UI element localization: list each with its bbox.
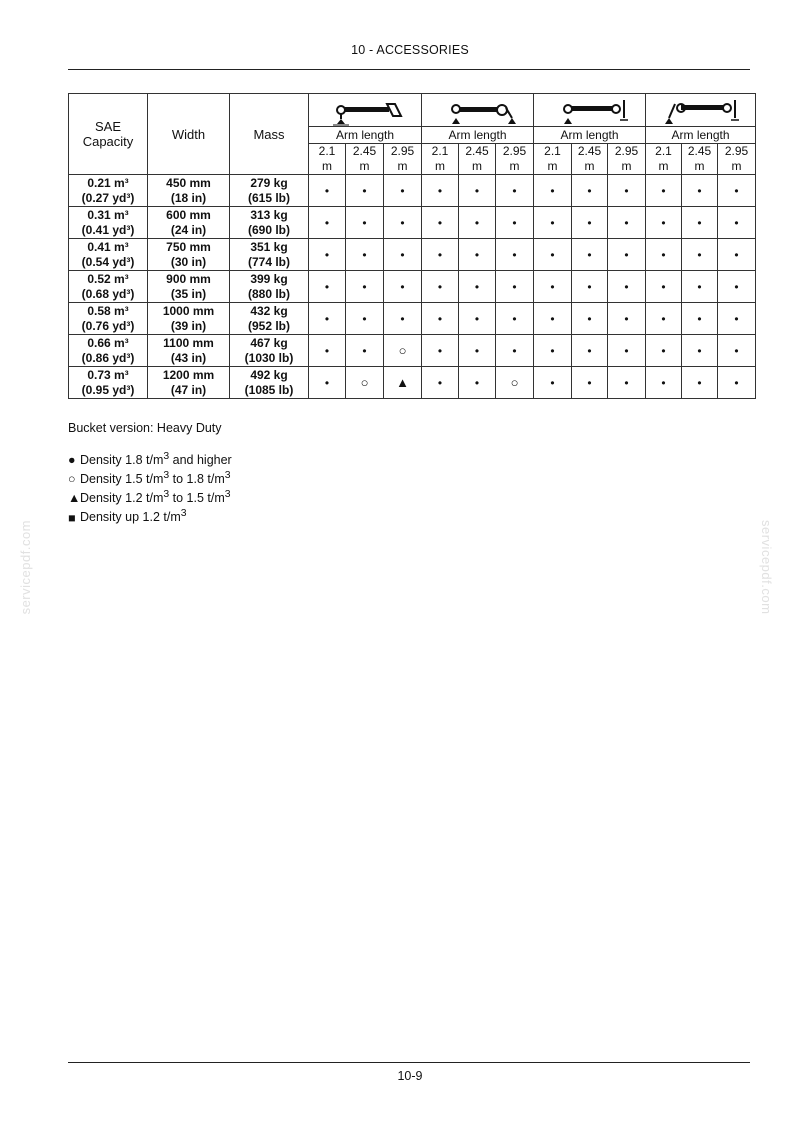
density-symbol-cell: • — [608, 335, 646, 367]
density-symbol-cell: • — [422, 175, 459, 207]
density-symbol-cell: • — [646, 239, 682, 271]
density-symbol-cell: • — [384, 207, 422, 239]
density-symbol-cell: • — [534, 175, 572, 207]
density-symbol-cell: • — [608, 239, 646, 271]
legend-superscript: 3 — [163, 489, 170, 501]
legend-text-after: to 1.5 t/m — [169, 491, 225, 506]
capacity-cell: 0.21 m³ (0.27 yd³) — [69, 175, 148, 207]
density-symbol-cell: • — [422, 303, 459, 335]
mass-cell: 351 kg (774 lb) — [230, 239, 309, 271]
boom-arm-diagram-1-icon — [309, 94, 422, 127]
density-symbol-cell: • — [682, 271, 718, 303]
density-symbol-cell: • — [346, 335, 384, 367]
density-symbol-cell: • — [572, 239, 608, 271]
density-symbol-cell: • — [422, 239, 459, 271]
legend-superscript: 3 — [224, 489, 231, 501]
density-symbol-cell: ○ — [346, 367, 384, 399]
legend-superscript: 3 — [163, 470, 170, 482]
table-row — [69, 239, 756, 271]
density-symbol-cell: ▲ — [384, 367, 422, 399]
legend-text-after: and higher — [169, 453, 232, 468]
density-symbol-cell: • — [346, 207, 384, 239]
density-symbol-cell: • — [608, 303, 646, 335]
density-symbol-cell: • — [309, 303, 346, 335]
width-cell: 450 mm (18 in) — [148, 175, 230, 207]
legend-text: Density 1.5 t/m — [80, 472, 164, 487]
density-symbol-cell: • — [718, 207, 756, 239]
arm-length-label: Arm length — [422, 127, 534, 144]
mass-cell: 432 kg (952 lb) — [230, 303, 309, 335]
density-symbol-cell: • — [534, 271, 572, 303]
density-symbol-cell: • — [309, 271, 346, 303]
density-symbol-cell: • — [646, 303, 682, 335]
density-symbol-cell: • — [534, 335, 572, 367]
density-symbol-cell: • — [572, 303, 608, 335]
density-symbol-cell: • — [534, 207, 572, 239]
density-symbol-cell: • — [459, 175, 496, 207]
density-symbol-cell: • — [309, 367, 346, 399]
arm-length-label: Arm length — [309, 127, 422, 144]
density-symbol-cell: • — [646, 367, 682, 399]
density-symbol-cell: • — [718, 175, 756, 207]
density-symbol-cell: • — [682, 207, 718, 239]
density-symbol-cell: • — [608, 271, 646, 303]
page-header-title: 10 - ACCESSORIES — [351, 43, 469, 57]
density-symbol-cell: • — [459, 239, 496, 271]
boom-arm-diagram-4-icon — [646, 94, 756, 127]
density-symbol-cell: • — [534, 239, 572, 271]
boom-arm-diagram-3-icon — [534, 94, 646, 127]
capacity-cell: 0.66 m³ (0.86 yd³) — [69, 335, 148, 367]
table-row — [69, 207, 756, 239]
density-symbol-cell: • — [459, 207, 496, 239]
boom-arm-diagram-2-icon — [422, 94, 534, 127]
width-cell: 1100 mm (43 in) — [148, 335, 230, 367]
table-row — [69, 271, 756, 303]
density-symbol-cell: • — [384, 303, 422, 335]
density-symbol-cell: • — [718, 335, 756, 367]
capacity-cell: 0.73 m³ (0.95 yd³) — [69, 367, 148, 399]
legend-superscript: 3 — [224, 470, 231, 482]
width-cell: 750 mm (30 in) — [148, 239, 230, 271]
header-mass: Mass — [230, 94, 309, 175]
density-symbol-cell: • — [422, 271, 459, 303]
density-symbol-cell: • — [572, 175, 608, 207]
arm-length-label: Arm length — [534, 127, 646, 144]
density-symbol-cell: • — [682, 335, 718, 367]
legend-item — [68, 449, 232, 468]
legend-superscript: 3 — [163, 451, 170, 462]
density-symbol-cell: • — [309, 335, 346, 367]
density-symbol-cell: • — [682, 303, 718, 335]
density-symbol-cell: • — [496, 207, 534, 239]
header-rule — [68, 69, 750, 70]
density-symbol-cell: • — [496, 175, 534, 207]
density-symbol-cell: • — [422, 335, 459, 367]
arm-length-value: 2.95 m — [496, 144, 534, 175]
density-symbol-cell: • — [572, 207, 608, 239]
legend-text: Density 1.8 t/m — [80, 453, 164, 468]
density-symbol-cell: • — [422, 207, 459, 239]
density-symbol-cell: • — [572, 271, 608, 303]
legend-glyph: ■ — [68, 510, 76, 525]
capacity-cell: 0.41 m³ (0.54 yd³) — [69, 239, 148, 271]
density-symbol-cell: • — [496, 239, 534, 271]
density-symbol-cell: • — [682, 367, 718, 399]
mass-cell: 313 kg (690 lb) — [230, 207, 309, 239]
width-cell: 1200 mm (47 in) — [148, 367, 230, 399]
capacity-cell: 0.58 m³ (0.76 yd³) — [69, 303, 148, 335]
density-symbol-cell: • — [309, 207, 346, 239]
density-symbol-cell: • — [346, 175, 384, 207]
density-symbol-cell: • — [718, 367, 756, 399]
density-symbol-cell: • — [646, 207, 682, 239]
arm-length-label: Arm length — [646, 127, 756, 144]
legend-item — [68, 487, 232, 506]
legend-superscript: 3 — [180, 508, 187, 520]
density-symbol-cell: • — [608, 367, 646, 399]
mass-cell: 492 kg (1085 lb) — [230, 367, 309, 399]
density-symbol-cell: • — [422, 367, 459, 399]
mass-cell: 279 kg (615 lb) — [230, 175, 309, 207]
density-symbol-cell: • — [309, 239, 346, 271]
arm-length-value: 2.95 m — [608, 144, 646, 175]
footer-rule — [68, 1062, 750, 1063]
page-number: 10-9 — [397, 1069, 423, 1083]
bucket-spec-table — [68, 93, 756, 399]
density-symbol-cell: • — [346, 271, 384, 303]
arm-length-value: 2.1 m — [422, 144, 459, 175]
table-row — [69, 367, 756, 399]
arm-length-value: 2.95 m — [718, 144, 756, 175]
density-symbol-cell: • — [459, 271, 496, 303]
density-symbol-cell: • — [384, 271, 422, 303]
density-legend — [68, 449, 232, 526]
arm-length-value: 2.45 m — [682, 144, 718, 175]
density-symbol-cell: • — [608, 175, 646, 207]
legend-item — [68, 468, 232, 487]
width-cell: 1000 mm (39 in) — [148, 303, 230, 335]
arm-length-value: 2.1 m — [646, 144, 682, 175]
legend-text: Density 1.2 t/m — [80, 491, 164, 506]
width-cell: 900 mm (35 in) — [148, 271, 230, 303]
table-row — [69, 175, 756, 207]
arm-length-value: 2.1 m — [534, 144, 572, 175]
density-symbol-cell: • — [646, 335, 682, 367]
arm-length-value: 2.45 m — [459, 144, 496, 175]
header-width: Width — [148, 94, 230, 175]
density-symbol-cell: • — [346, 239, 384, 271]
mass-cell: 467 kg (1030 lb) — [230, 335, 309, 367]
legend-text: Density up 1.2 t/m — [80, 510, 181, 525]
density-symbol-cell: • — [459, 335, 496, 367]
watermark-right: servicepdf.com — [759, 520, 774, 615]
mass-cell: 399 kg (880 lb) — [230, 271, 309, 303]
density-symbol-cell: • — [718, 239, 756, 271]
density-symbol-cell: • — [346, 303, 384, 335]
density-symbol-cell: • — [718, 303, 756, 335]
density-symbol-cell: • — [496, 271, 534, 303]
density-symbol-cell: • — [384, 175, 422, 207]
density-symbol-cell: • — [572, 367, 608, 399]
arm-length-value: 2.45 m — [572, 144, 608, 175]
density-symbol-cell: • — [496, 335, 534, 367]
density-symbol-cell: ○ — [384, 335, 422, 367]
density-symbol-cell: ○ — [496, 367, 534, 399]
density-symbol-cell: • — [572, 335, 608, 367]
watermark-left: servicepdf.com — [18, 520, 33, 615]
density-symbol-cell: • — [459, 367, 496, 399]
density-symbol-cell: • — [682, 239, 718, 271]
table-row — [69, 303, 756, 335]
bucket-version-note: Bucket version: Heavy Duty — [68, 421, 222, 435]
density-symbol-cell: • — [646, 271, 682, 303]
capacity-cell: 0.52 m³ (0.68 yd³) — [69, 271, 148, 303]
density-symbol-cell: • — [718, 271, 756, 303]
arm-length-value: 2.45 m — [346, 144, 384, 175]
capacity-cell: 0.31 m³ (0.41 yd³) — [69, 207, 148, 239]
density-symbol-cell: • — [459, 303, 496, 335]
density-symbol-cell: • — [384, 239, 422, 271]
legend-item — [68, 506, 232, 525]
legend-glyph: ● — [68, 453, 76, 468]
density-symbol-cell: • — [496, 303, 534, 335]
density-symbol-cell: • — [682, 175, 718, 207]
legend-glyph: ▲ — [68, 491, 81, 506]
header-capacity: SAE Capacity — [69, 94, 148, 175]
density-symbol-cell: • — [309, 175, 346, 207]
density-symbol-cell: • — [608, 207, 646, 239]
density-symbol-cell: • — [534, 303, 572, 335]
arm-length-value: 2.1 m — [309, 144, 346, 175]
width-cell: 600 mm (24 in) — [148, 207, 230, 239]
arm-length-value: 2.95 m — [384, 144, 422, 175]
density-symbol-cell: • — [534, 367, 572, 399]
table-row — [69, 335, 756, 367]
density-symbol-cell: • — [646, 175, 682, 207]
legend-text-after: to 1.8 t/m — [169, 472, 225, 487]
legend-glyph: ○ — [68, 472, 76, 487]
